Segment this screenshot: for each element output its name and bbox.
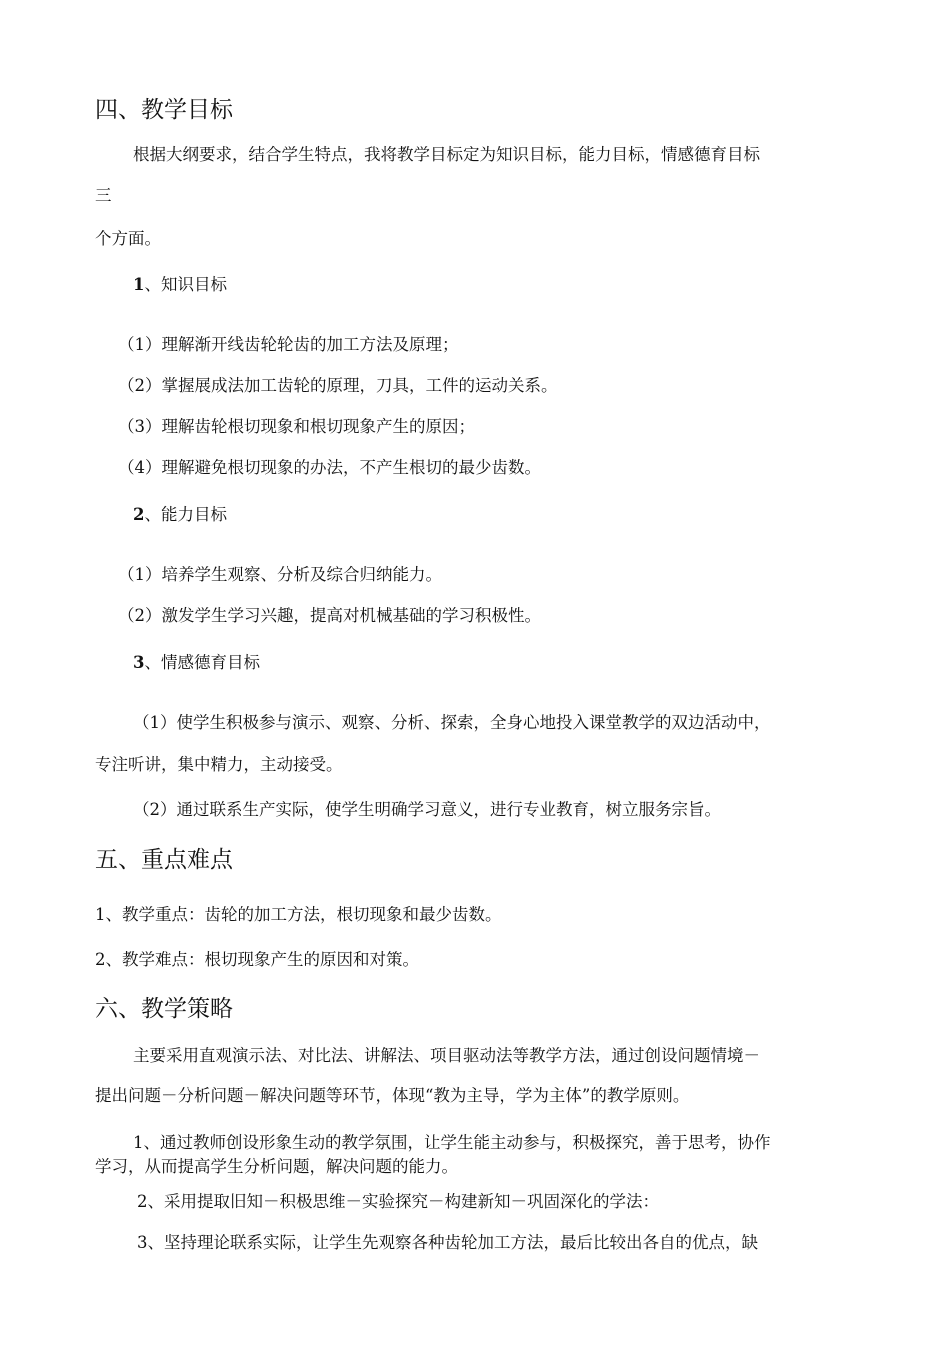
strategy-item-1-line-2: 学习，从而提高学生分析问题，解决问题的能力。: [95, 1157, 458, 1176]
knowledge-item-4: （4）理解避免根切现象的办法，不产生根切的最少齿数。: [118, 458, 541, 477]
ability-item-1: （1）培养学生观察、分析及综合归纳能力。: [118, 565, 442, 584]
emotion-item-2: （2）通过联系生产实际，使学生明确学习意义，进行专业教育，树立服务宗旨。: [133, 800, 721, 819]
subheading-label: 、知识目标: [144, 275, 227, 294]
strategy-intro-line-2: 提出问题－分析问题－解决问题等环节，体现“教为主导，学为主体”的教学原则。: [95, 1086, 690, 1105]
subheading-number: 2: [133, 505, 145, 524]
key-point-2: 2、教学难点：根切现象产生的原因和对策。: [95, 950, 419, 969]
subheading-ability-objectives: [133, 504, 227, 526]
strategy-item-1-line-1: 1、通过教师创设形象生动的教学氛围，让学生能主动参与，积极探究，善于思考，协作: [133, 1133, 771, 1152]
knowledge-item-3: （3）理解齿轮根切现象和根切现象产生的原因；: [118, 417, 475, 436]
objectives-intro-line-1: 根据大纲要求，结合学生特点，我将教学目标定为知识目标，能力目标，情感德育目标: [133, 145, 760, 164]
subheading-label: 、情感德育目标: [144, 653, 260, 672]
section-heading-key-points: 五、重点难点: [95, 847, 233, 873]
objectives-intro-line-2: 三: [95, 186, 112, 205]
knowledge-item-1: （1）理解渐开线齿轮轮齿的加工方法及原理；: [118, 335, 459, 354]
knowledge-item-2: （2）掌握展成法加工齿轮的原理，刀具，工件的运动关系。: [118, 376, 558, 395]
emotion-item-1-line-2: 专注听讲，集中精力，主动接受。: [95, 755, 343, 774]
subheading-number: 3: [133, 653, 145, 672]
objectives-intro-line-3: 个方面。: [95, 229, 161, 248]
strategy-intro-line-1: 主要采用直观演示法、对比法、讲解法、项目驱动法等教学方法，通过创设问题情境－: [133, 1046, 760, 1065]
section-heading-teaching-objectives: 四、教学目标: [95, 97, 233, 123]
ability-item-2: （2）激发学生学习兴趣，提高对机械基础的学习积极性。: [118, 606, 541, 625]
emotion-item-1-line-1: （1）使学生积极参与演示、观察、分析、探索，全身心地投入课堂教学的双边活动中，: [133, 713, 771, 732]
key-point-1: 1、教学重点：齿轮的加工方法，根切现象和最少齿数。: [95, 905, 502, 924]
section-heading-teaching-strategy: 六、教学策略: [95, 996, 233, 1022]
strategy-item-2: 2、采用提取旧知－积极思维－实验探究－构建新知－巩固深化的学法：: [137, 1192, 659, 1211]
subheading-emotion-objectives: [133, 652, 260, 674]
subheading-knowledge-objectives: [133, 274, 227, 296]
strategy-item-3: 3、坚持理论联系实际，让学生先观察各种齿轮加工方法，最后比较出各自的优点，缺: [137, 1233, 758, 1252]
subheading-number: 1: [133, 275, 145, 294]
subheading-label: 、能力目标: [144, 505, 227, 524]
